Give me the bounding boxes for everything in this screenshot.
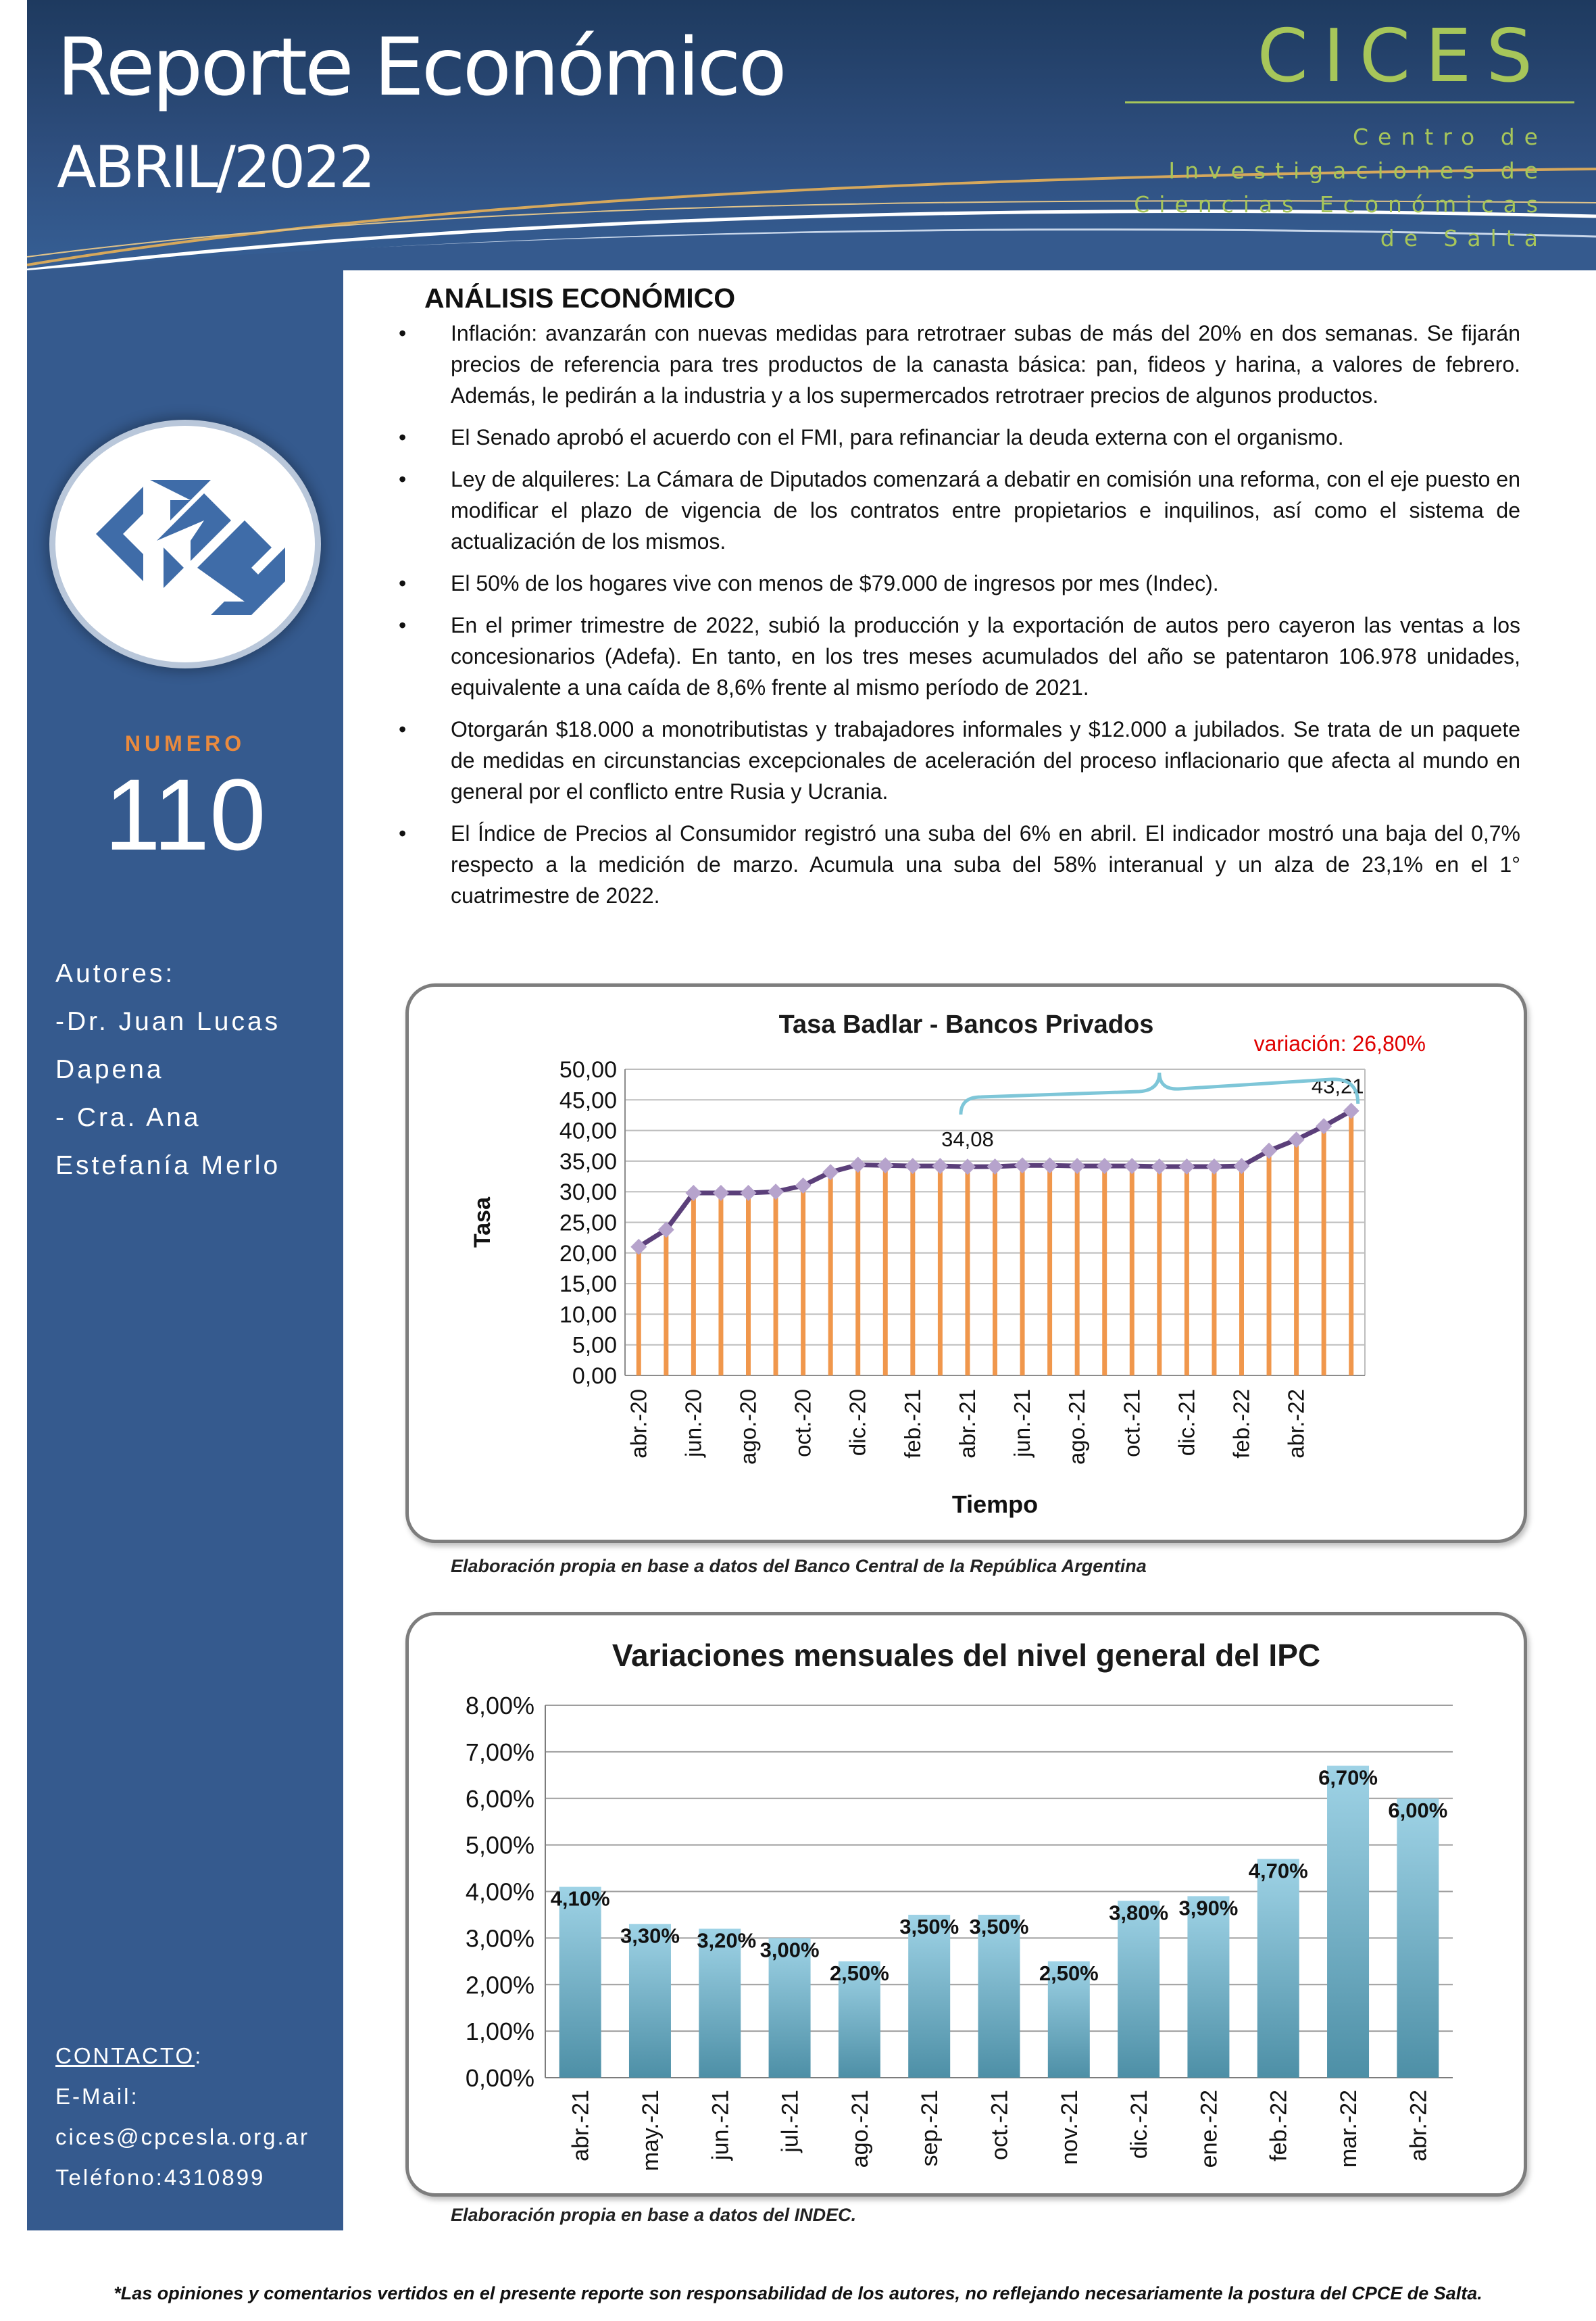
bar — [965, 1167, 970, 1375]
x-tick-label: jun.-21 — [707, 2090, 734, 2160]
data-point — [932, 1158, 948, 1174]
y-tick-label: 50,00 — [559, 1057, 617, 1083]
data-point — [1124, 1158, 1140, 1174]
bar — [774, 1192, 778, 1375]
y-tick-label: 0,00 — [572, 1363, 617, 1389]
email-label: E-Mail: — [55, 2084, 139, 2109]
y-tick-label: 30,00 — [559, 1179, 617, 1206]
brand-subtitle: Centro de Investigaciones de Ciencias Económicas de Salta — [1134, 124, 1547, 251]
bar — [1212, 1167, 1216, 1375]
data-point — [822, 1164, 839, 1180]
list-item: • El Senado aprobó el acuerdo con el FMI, para refinanciar la deuda externa con el organismo. — [399, 422, 1520, 453]
bar — [1349, 1111, 1353, 1375]
x-tick-label: nov.-21 — [1056, 2090, 1082, 2165]
y-tick-label: 2,00% — [465, 1971, 534, 1999]
phone-number: Teléfono:4310899 — [55, 2165, 266, 2190]
x-tick-label: abr.-20 — [626, 1389, 651, 1459]
bar — [1130, 1166, 1134, 1375]
ipc-chart — [405, 1612, 1527, 2197]
list-item: • El Índice de Precios al Consumidor registró una suba del 6% en abril. El indicador mostró una baja del 0,7% respecto a la medición de marzo. Acumula una suba del 58% interanual y un alza de 23,1% en el 1° cuatrimestre de 2022. — [399, 818, 1520, 911]
email-link[interactable]: cices@cpcesla.org.ar — [55, 2124, 309, 2149]
x-tick-label: jun.-20 — [680, 1389, 706, 1457]
bar — [1075, 1166, 1080, 1375]
header-banner — [27, 0, 1596, 270]
x-tick-label: dic.-20 — [845, 1389, 870, 1457]
author-line: Dapena — [55, 1055, 164, 1084]
authors-block — [55, 950, 280, 1190]
data-point — [713, 1185, 729, 1201]
bar — [1322, 1126, 1326, 1375]
data-label: 3,20% — [697, 1928, 757, 1953]
y-tick-label: 15,00 — [559, 1271, 617, 1298]
x-tick-label: ago.-21 — [1064, 1389, 1090, 1465]
data-label: 3,00% — [759, 1938, 820, 1962]
bar — [1257, 1859, 1299, 2078]
data-label: 3,50% — [899, 1914, 959, 1938]
data-label: 3,80% — [1109, 1901, 1169, 1925]
x-tick-label: abr.-22 — [1283, 1389, 1309, 1459]
x-tick-label: may.-21 — [637, 2090, 664, 2172]
bar — [718, 1193, 723, 1375]
x-tick-label: ene.-22 — [1196, 2090, 1222, 2168]
badlar-chart — [405, 983, 1527, 1543]
data-label: 6,70% — [1318, 1765, 1378, 1790]
analysis-title: ANÁLISIS ECONÓMICO — [424, 283, 736, 314]
ipc-chart-title: Variaciones mensuales del nivel general del IPC — [612, 1638, 1321, 1673]
data-label: 3,50% — [969, 1914, 1029, 1938]
data-point — [850, 1156, 866, 1173]
bar — [908, 1915, 950, 2078]
data-point — [1097, 1158, 1113, 1174]
cpce-logo-icon — [55, 426, 315, 662]
data-point — [877, 1157, 893, 1173]
issue-number-label: NUMERO — [124, 731, 246, 756]
x-tick-label: abr.-21 — [954, 1389, 980, 1459]
data-label: 6,00% — [1388, 1798, 1448, 1822]
y-tick-label: 20,00 — [559, 1240, 617, 1267]
data-point — [1069, 1158, 1085, 1174]
x-tick-label: dic.-21 — [1126, 2090, 1153, 2159]
variation-brace — [961, 1073, 1358, 1115]
bar — [1118, 1901, 1159, 2078]
bar — [1102, 1166, 1107, 1375]
data-point — [905, 1158, 921, 1174]
bar — [1020, 1165, 1025, 1375]
bar — [664, 1229, 668, 1375]
bar — [746, 1193, 751, 1375]
data-label: 2,50% — [829, 1961, 889, 1985]
bar — [559, 1887, 601, 2078]
x-tick-label: oct.-21 — [1119, 1389, 1145, 1457]
x-tick-label: abr.-22 — [1405, 2090, 1432, 2161]
cpce-logo — [55, 426, 315, 662]
data-point — [741, 1185, 757, 1201]
y-tick-label: 35,00 — [559, 1148, 617, 1175]
data-label: 34,08 — [941, 1127, 994, 1152]
y-tick-label: 7,00% — [465, 1738, 534, 1766]
y-axis-label: Tasa — [470, 1197, 495, 1248]
bar — [1187, 1896, 1229, 2078]
data-point — [768, 1183, 784, 1200]
contact-block: CONTACTO: E-Mail: cices@cpcesla.org.ar Teléfono:4310899 — [55, 2036, 309, 2198]
bar — [1047, 1165, 1052, 1375]
y-tick-label: 40,00 — [559, 1118, 617, 1144]
x-tick-label: ago.-21 — [847, 2090, 873, 2168]
badlar-chart-svg — [409, 987, 1524, 1540]
x-tick-label: ago.-20 — [735, 1389, 761, 1465]
data-label: 4,70% — [1248, 1859, 1308, 1883]
x-tick-label: feb.-21 — [899, 1389, 925, 1459]
data-point — [1289, 1131, 1305, 1148]
bar — [828, 1172, 833, 1375]
data-point — [1014, 1157, 1030, 1173]
y-tick-label: 45,00 — [559, 1088, 617, 1114]
report-period: ABRIL/2022 — [57, 134, 374, 201]
x-tick-label: feb.-22 — [1228, 1389, 1254, 1459]
x-tick-label: jun.-21 — [1009, 1389, 1035, 1457]
bar — [637, 1247, 641, 1375]
list-item: • En el primer trimestre de 2022, subió la producción y la exportación de autos pero cayeron las ventas a los concesionarios (Adefa). En tanto, en los tres meses acumulados del año se patentaron 106.978 unidades, equivalente a una caída de 8,6% frente al mismo período de 2021. — [399, 610, 1520, 703]
disclaimer-footer: *Las opiniones y comentarios vertidos en el presente reporte son responsabilidad de los autores, no reflejando necesariamente la postura del CPCE de Salta. — [114, 2283, 1482, 2303]
data-label: 4,10% — [550, 1886, 610, 1911]
analysis-list — [399, 318, 1520, 922]
x-tick-label: dic.-21 — [1174, 1389, 1199, 1457]
list-item: • Inflación: avanzarán con nuevas medidas para retrotraer subas de más del 20% en dos semanas. Se fijarán precios de referencia para tres productos de la canasta básica: pan, fideos y harina, a valores de febrero. Además, le pedirán a la industria y a los supermercados retrotraer precios de algunos productos. — [399, 318, 1520, 411]
authors-label: Autores: — [55, 959, 176, 988]
y-tick-label: 3,00% — [465, 1924, 534, 1953]
badlar-chart-title: Tasa Badlar - Bancos Privados — [778, 1010, 1154, 1039]
bar — [801, 1186, 805, 1375]
list-item: • El 50% de los hogares vive con menos de $79.000 de ingresos por mes (Indec). — [399, 568, 1520, 599]
x-tick-label: mar.-22 — [1336, 2090, 1362, 2168]
x-axis-label: Tiempo — [951, 1490, 1039, 1518]
author-line: -Dr. Juan Lucas — [55, 1007, 281, 1036]
bar — [691, 1193, 696, 1375]
ipc-chart-svg — [409, 1615, 1524, 2193]
data-label: 3,90% — [1178, 1896, 1239, 1920]
x-tick-label: oct.-21 — [987, 2090, 1013, 2160]
list-item: • Ley de alquileres: La Cámara de Diputados comenzará a debatir en comisión una reforma, con el eje puesto en modificar el plazo de vigencia de los contratos entre propietarios e inquilinos, así como el sistema de actualización de los mismos. — [399, 464, 1520, 557]
y-tick-label: 10,00 — [559, 1302, 617, 1328]
bar — [1184, 1167, 1189, 1375]
x-tick-label: feb.-22 — [1266, 2090, 1292, 2161]
y-tick-label: 1,00% — [465, 2018, 534, 2046]
author-line: Estefanía Merlo — [55, 1151, 281, 1180]
bar — [883, 1165, 888, 1375]
data-label: 43,21 — [1311, 1074, 1364, 1098]
x-tick-label: oct.-20 — [790, 1389, 816, 1457]
list-item: • Otorgarán $18.000 a monotributistas y trabajadores informales y $12.000 a jubilados. Se trata de un paquete de medidas en circunstancias excepcionales de aceleración del proceso inflacionario que afecta al mundo en general por el conflicto entre Rusia y Ucrania. — [399, 714, 1520, 807]
brand-logo-text: CICES — [1257, 14, 1547, 99]
x-tick-label: abr.-21 — [568, 2090, 594, 2161]
author-line: - Cra. Ana — [55, 1103, 201, 1132]
badlar-caption: Elaboración propia en base a datos del Banco Central de la República Argentina — [451, 1556, 1147, 1576]
contact-label: CONTACTO — [55, 2043, 195, 2068]
y-tick-label: 5,00 — [572, 1332, 617, 1359]
bar — [855, 1165, 860, 1375]
ipc-caption: Elaboración propia en base a datos del INDEC. — [451, 2205, 857, 2225]
bar — [1397, 1799, 1439, 2078]
y-tick-label: 0,00% — [465, 2064, 534, 2092]
data-point — [1042, 1157, 1058, 1173]
bar — [1157, 1167, 1162, 1375]
bar — [1267, 1150, 1272, 1375]
y-tick-label: 6,00% — [465, 1784, 534, 1813]
y-tick-label: 8,00% — [465, 1692, 534, 1719]
bar — [1239, 1166, 1244, 1375]
y-tick-label: 4,00% — [465, 1878, 534, 1906]
issue-number: 110 — [104, 758, 266, 871]
y-tick-label: 25,00 — [559, 1210, 617, 1236]
brand-divider — [1125, 101, 1574, 103]
bar — [938, 1166, 943, 1375]
x-tick-label: sep.-21 — [917, 2090, 943, 2167]
variation-annotation: variación: 26,80% — [1253, 1031, 1426, 1056]
data-label: 2,50% — [1039, 1961, 1099, 1985]
bar — [1327, 1766, 1369, 2078]
x-tick-label: jul.-21 — [777, 2090, 803, 2153]
bar — [978, 1915, 1020, 2078]
bar — [1294, 1140, 1299, 1375]
bar — [993, 1167, 997, 1375]
report-title: Reporte Económico — [57, 20, 784, 114]
data-label: 3,30% — [620, 1924, 680, 1948]
y-tick-label: 5,00% — [465, 1831, 534, 1859]
bar — [910, 1166, 915, 1375]
